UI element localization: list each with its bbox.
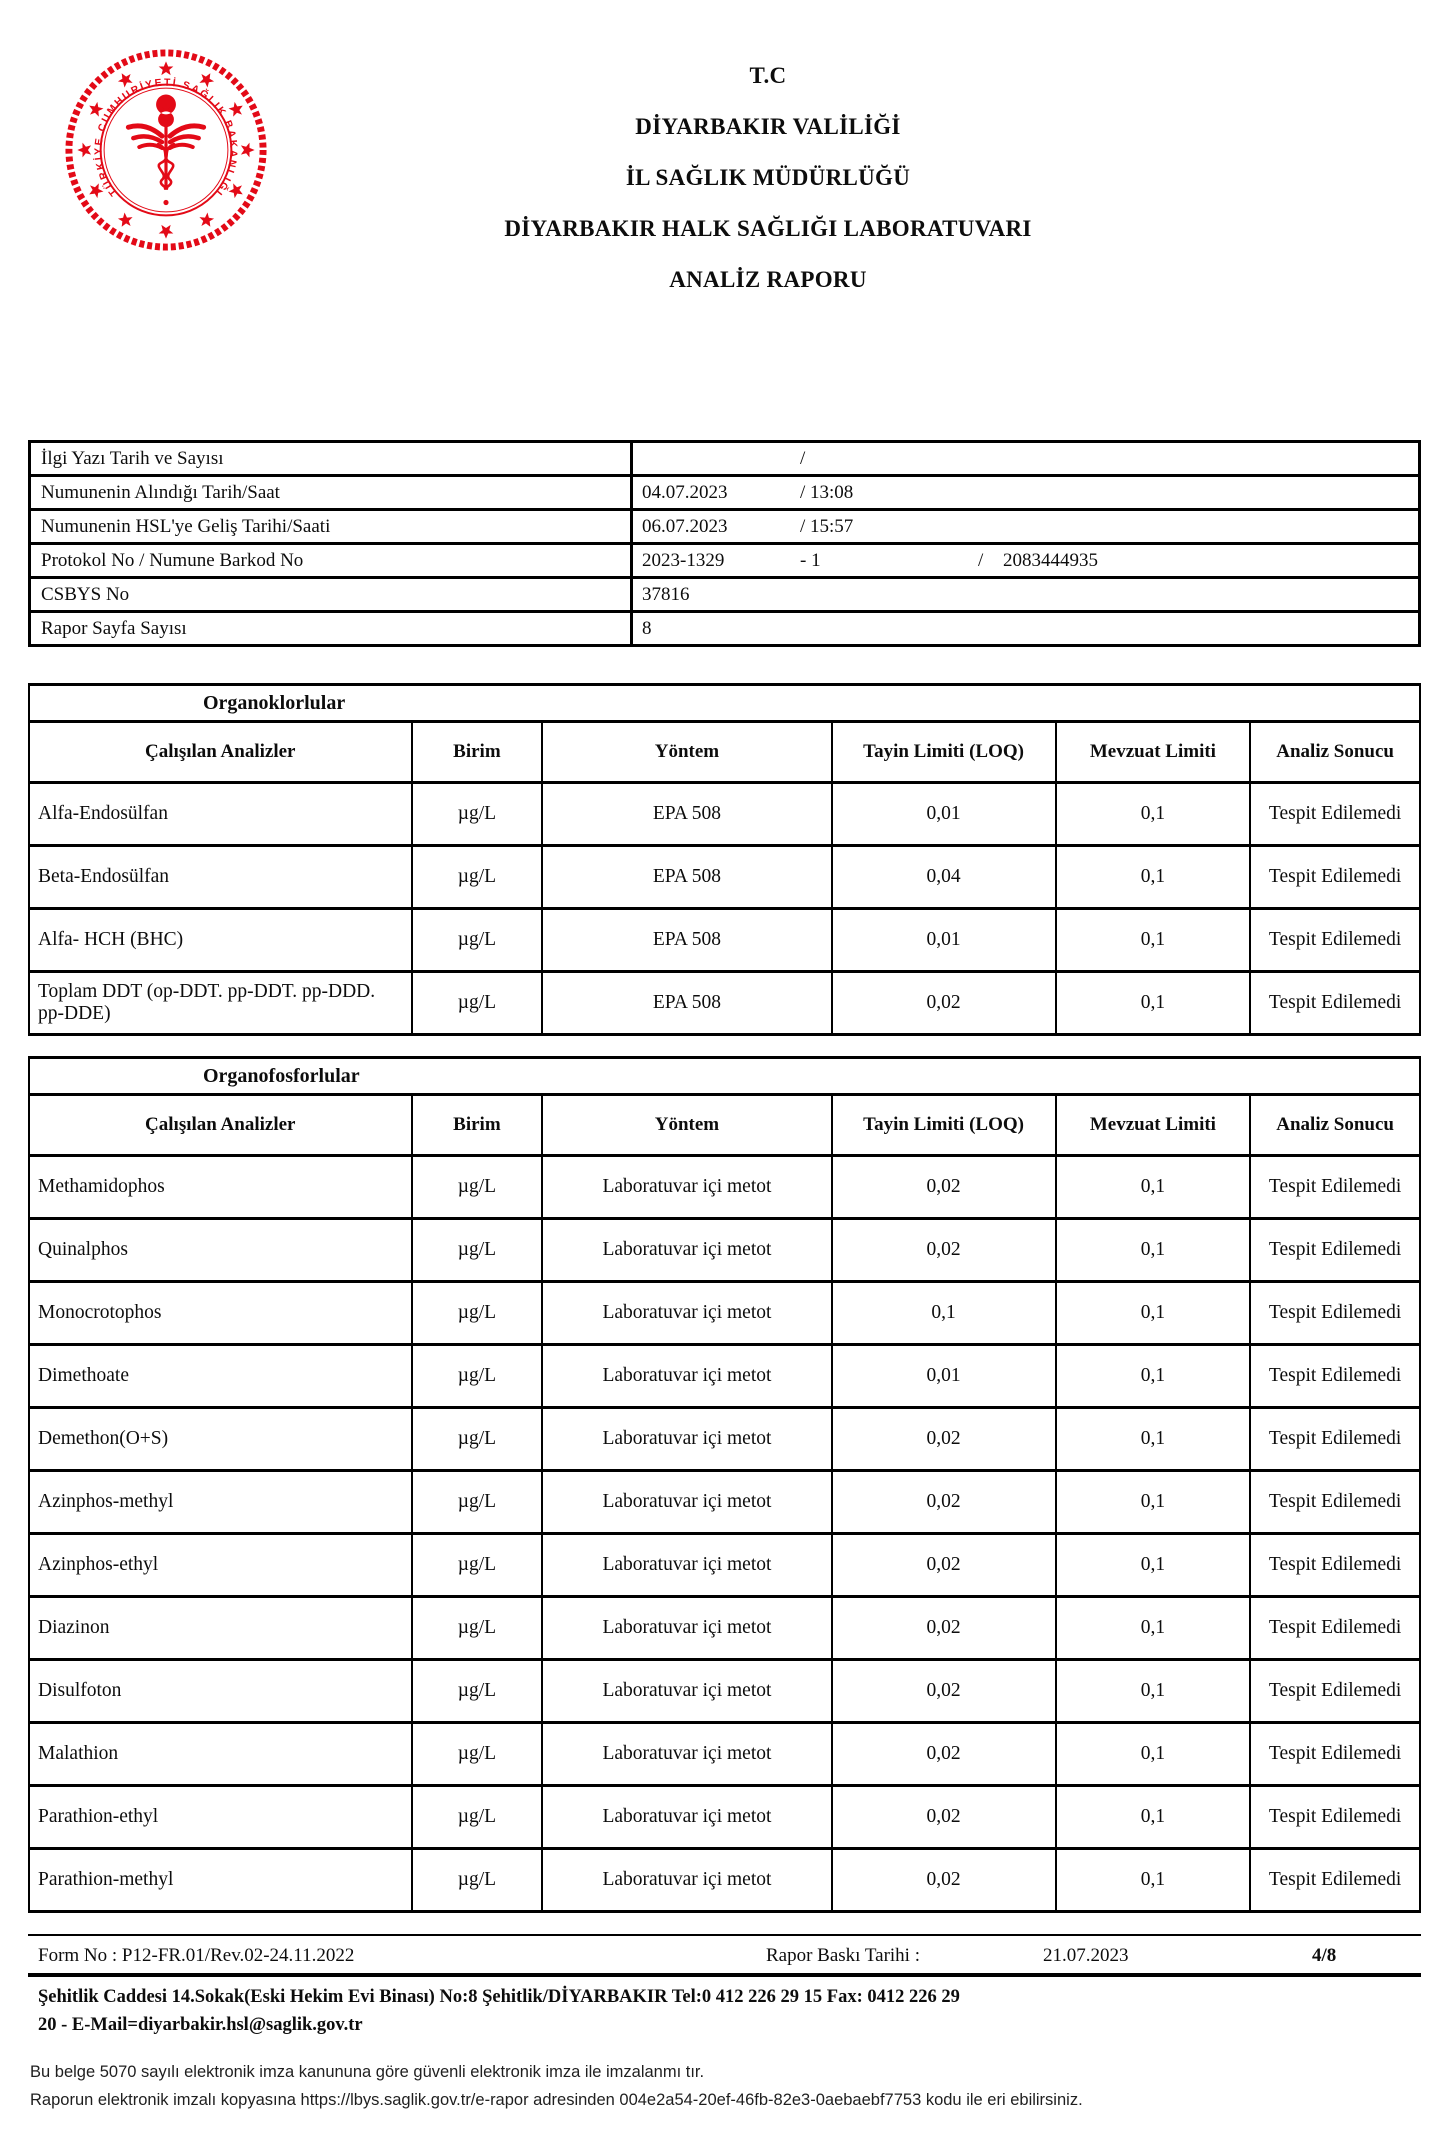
table-row [29,1786,1420,1849]
analyte-name: Alfa- HCH (BHC) [29,909,412,972]
method: Laboratuvar içi metot [542,1345,831,1408]
column-header: Çalışılan Analizler [29,1095,412,1156]
analyte-name: Quinalphos [29,1219,412,1282]
analyte-name: Alfa-Endosülfan [29,783,412,846]
analyte-name: Malathion [29,1723,412,1786]
method: Laboratuvar içi metot [542,1408,831,1471]
column-header: Analiz Sonucu [1250,1095,1420,1156]
info-row-value [632,442,1420,476]
info-row-value [632,612,1420,646]
loq-limit: 0,02 [832,1408,1056,1471]
header-tc: T.C [749,63,787,88]
analyte-name: Parathion-ethyl [29,1786,412,1849]
table-row [29,846,1420,909]
unit: µg/L [412,1345,543,1408]
loq-limit: 0,02 [832,972,1056,1035]
analysis-result: Tespit Edilemedi [1250,1282,1420,1345]
method: Laboratuvar içi metot [542,1534,831,1597]
analysis-result: Tespit Edilemedi [1250,1849,1420,1912]
column-header: Analiz Sonucu [1250,722,1420,783]
regulation-limit: 0,1 [1056,1408,1251,1471]
header-mudurluk: İL SAĞLIK MÜDÜRLÜĞÜ [625,165,911,190]
info-row-label: Rapor Sayfa Sayısı [30,612,632,646]
analysis-result: Tespit Edilemedi [1250,972,1420,1035]
regulation-limit: 0,1 [1056,1345,1251,1408]
table-group-title: Organoklorlular [29,685,1420,722]
print-date-label: Rapor Baskı Tarihi : [766,1945,920,1966]
unit: µg/L [412,1408,543,1471]
analyte-name: Demethon(O+S) [29,1408,412,1471]
loq-limit: 0,02 [832,1660,1056,1723]
table-row [29,1849,1420,1912]
form-no: Form No : P12-FR.01/Rev.02-24.11.2022 [38,1945,355,1966]
regulation-limit: 0,1 [1056,1849,1251,1912]
svg-text:TÜRKİYE CUMHURİYETİ SAĞLIK BAK: TÜRKİYE CUMHURİYETİ SAĞLIK BAKANLIĞI [93,77,239,199]
info-row-value [632,476,1420,510]
info-row-label: İlgi Yazı Tarih ve Sayısı [30,442,632,476]
regulation-limit: 0,1 [1056,1219,1251,1282]
regulation-limit: 0,1 [1056,909,1251,972]
method: Laboratuvar içi metot [542,1471,831,1534]
analysis-result: Tespit Edilemedi [1250,1660,1420,1723]
loq-limit: 0,02 [832,1471,1056,1534]
table-row [29,1723,1420,1786]
table-row [29,1597,1420,1660]
loq-limit: 0,02 [832,1534,1056,1597]
info-row-value [632,578,1420,612]
regulation-limit: 0,1 [1056,783,1251,846]
info-value-part: / 13:08 [800,481,854,503]
unit: µg/L [412,1849,543,1912]
method: Laboratuvar içi metot [542,1282,831,1345]
loq-limit: 0,02 [832,1849,1056,1912]
analysis-result: Tespit Edilemedi [1250,1408,1420,1471]
analysis-result: Tespit Edilemedi [1250,1786,1420,1849]
analyte-name: Disulfoton [29,1660,412,1723]
method: Laboratuvar içi metot [542,1597,831,1660]
page-number: 4/8 [1312,1945,1337,1966]
table-row [29,1660,1420,1723]
info-row [30,476,1420,510]
info-value-part: / [800,447,806,469]
unit: µg/L [412,1723,543,1786]
method: EPA 508 [542,909,831,972]
loq-limit: 0,02 [832,1156,1056,1219]
analyte-name: Monocrotophos [29,1282,412,1345]
method: Laboratuvar içi metot [542,1723,831,1786]
column-header: Tayin Limiti (LOQ) [832,722,1056,783]
legal-note-2: Raporun elektronik imzalı kopyasına https://lbys.saglik.gov.tr/e-rapor adresinden 004e2a54-20ef-46fb-82e3-0aebaebf7753 kodu ile eri ebilirsiniz. [30,2091,1083,2109]
column-header: Tayin Limiti (LOQ) [832,1095,1056,1156]
method: EPA 508 [542,972,831,1035]
method: EPA 508 [542,783,831,846]
footer-divider-thick [28,1973,1421,1977]
unit: µg/L [412,1156,543,1219]
analyte-name: Diazinon [29,1597,412,1660]
loq-limit: 0,02 [832,1219,1056,1282]
table-row [29,783,1420,846]
analyte-name: Beta-Endosülfan [29,846,412,909]
table-header-row [29,1095,1420,1156]
analyte-name: Toplam DDT (op-DDT. pp-DDT. pp-DDD. pp-DDE) [29,972,412,1035]
info-value-part: 8 [642,617,652,639]
unit: µg/L [412,1471,543,1534]
analysis-table-organoklorlular [28,683,1421,1036]
regulation-limit: 0,1 [1056,1723,1251,1786]
regulation-limit: 0,1 [1056,1786,1251,1849]
column-header: Çalışılan Analizler [29,722,412,783]
table-row [29,1282,1420,1345]
turkiye-saglik-bakanligi-seal-icon [62,46,270,254]
table-row [29,1156,1420,1219]
analysis-result: Tespit Edilemedi [1250,1597,1420,1660]
info-row [30,510,1420,544]
loq-limit: 0,02 [832,1786,1056,1849]
analyte-name: Methamidophos [29,1156,412,1219]
analysis-result: Tespit Edilemedi [1250,1723,1420,1786]
table-row [29,909,1420,972]
info-value-part: 04.07.2023 [642,481,728,503]
analysis-result: Tespit Edilemedi [1250,1156,1420,1219]
table-row [29,1219,1420,1282]
method: Laboratuvar içi metot [542,1786,831,1849]
loq-limit: 0,01 [832,1345,1056,1408]
method: Laboratuvar içi metot [542,1660,831,1723]
unit: µg/L [412,1597,543,1660]
column-header: Mevzuat Limiti [1056,1095,1251,1156]
regulation-limit: 0,1 [1056,1156,1251,1219]
unit: µg/L [412,1219,543,1282]
column-header: Yöntem [542,722,831,783]
analyte-name: Azinphos-methyl [29,1471,412,1534]
analysis-result: Tespit Edilemedi [1250,909,1420,972]
loq-limit: 0,02 [832,1723,1056,1786]
table-row [29,1471,1420,1534]
table-row [29,1534,1420,1597]
method: Laboratuvar içi metot [542,1849,831,1912]
info-row [30,442,1420,476]
info-row-label: CSBYS No [30,578,632,612]
legal-note-1: Bu belge 5070 sayılı elektronik imza kanununa göre güvenli elektronik imza ile imzalanmı tır. [30,2063,705,2081]
info-value-part: / 15:57 [800,515,854,537]
column-header: Yöntem [542,1095,831,1156]
analyte-name: Dimethoate [29,1345,412,1408]
info-row-label: Numunenin Alındığı Tarih/Saat [30,476,632,510]
loq-limit: 0,04 [832,846,1056,909]
analyte-name: Azinphos-ethyl [29,1534,412,1597]
unit: µg/L [412,783,543,846]
analysis-result: Tespit Edilemedi [1250,1534,1420,1597]
loq-limit: 0,1 [832,1282,1056,1345]
analysis-result: Tespit Edilemedi [1250,846,1420,909]
lab-address: Şehitlik Caddesi 14.Sokak(Eski Hekim Evi Binası) No:8 Şehitlik/DİYARBAKIR Tel:0 412 226 29 15 Fax: 0412 226 29 20 - E-Mail=diyarbakir.hsl@saglik.gov.tr [38,1987,960,2035]
analysis-table-organofosforlular [28,1056,1421,1913]
unit: µg/L [412,972,543,1035]
footer-divider-thin [28,1934,1421,1936]
report-header [504,64,1031,319]
analysis-result: Tespit Edilemedi [1250,1219,1420,1282]
info-row-value [632,510,1420,544]
table-row [29,1408,1420,1471]
unit: µg/L [412,1786,543,1849]
info-row-value [632,544,1420,578]
unit: µg/L [412,846,543,909]
info-row-label: Protokol No / Numune Barkod No [30,544,632,578]
method: Laboratuvar içi metot [542,1219,831,1282]
analysis-result: Tespit Edilemedi [1250,1471,1420,1534]
info-value-part: 06.07.2023 [642,515,728,537]
regulation-limit: 0,1 [1056,1660,1251,1723]
info-value-part: - 1 [800,549,821,571]
unit: µg/L [412,909,543,972]
loq-limit: 0,01 [832,783,1056,846]
regulation-limit: 0,1 [1056,1471,1251,1534]
header-valilik: DİYARBAKIR VALİLİĞİ [635,114,901,139]
header-laboratuvar: DİYARBAKIR HALK SAĞLIĞI LABORATUVARI [504,216,1032,241]
regulation-limit: 0,1 [1056,1282,1251,1345]
info-value-part: 2083444935 [1003,549,1098,571]
column-header: Birim [412,722,543,783]
regulation-limit: 0,1 [1056,846,1251,909]
column-header: Birim [412,1095,543,1156]
table-row [29,972,1420,1035]
info-value-part: / [978,549,984,571]
print-date-value: 21.07.2023 [1043,1945,1129,1966]
analyte-name: Parathion-methyl [29,1849,412,1912]
regulation-limit: 0,1 [1056,1534,1251,1597]
method: EPA 508 [542,846,831,909]
caduceus-icon [128,95,203,206]
table-group-title: Organofosforlular [29,1058,1420,1095]
unit: µg/L [412,1660,543,1723]
method: Laboratuvar içi metot [542,1156,831,1219]
analysis-result: Tespit Edilemedi [1250,1345,1420,1408]
info-row-label: Numunenin HSL'ye Geliş Tarihi/Saati [30,510,632,544]
loq-limit: 0,02 [832,1597,1056,1660]
analysis-result: Tespit Edilemedi [1250,783,1420,846]
regulation-limit: 0,1 [1056,1597,1251,1660]
page-title: ANALİZ RAPORU [669,267,867,292]
sample-info-table [28,440,1421,647]
info-row [30,544,1420,578]
column-header: Mevzuat Limiti [1056,722,1251,783]
unit: µg/L [412,1282,543,1345]
unit: µg/L [412,1534,543,1597]
info-row [30,612,1420,646]
info-value-part: 37816 [642,583,690,605]
info-value-part: 2023-1329 [642,549,725,571]
table-row [29,1345,1420,1408]
info-row [30,578,1420,612]
loq-limit: 0,01 [832,909,1056,972]
regulation-limit: 0,1 [1056,972,1251,1035]
table-header-row [29,722,1420,783]
